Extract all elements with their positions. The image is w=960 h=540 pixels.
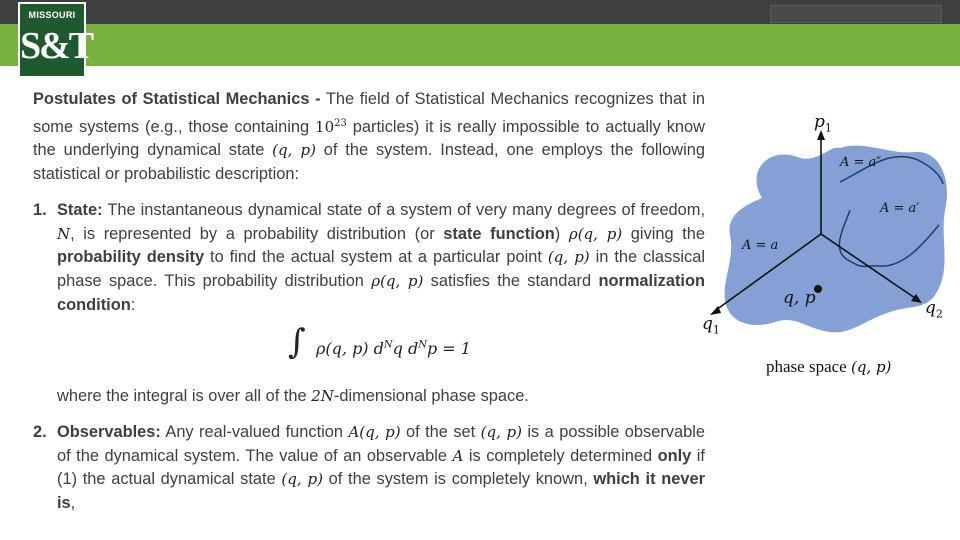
obs-text-2: of the set bbox=[400, 423, 481, 442]
state-text-1: The instantaneous dynamical state of a system of very many degrees of freedom, bbox=[102, 200, 705, 219]
equation-body bbox=[316, 339, 471, 358]
label-q2-main: q bbox=[925, 298, 936, 318]
item-number: 2. bbox=[33, 423, 47, 442]
label-p1 bbox=[814, 112, 832, 134]
normalization-term: normalization condition bbox=[57, 271, 705, 314]
state-title: State: bbox=[57, 200, 103, 219]
label-q2 bbox=[925, 298, 943, 320]
obs-text-6: of the system is completely known, bbox=[322, 470, 594, 489]
math-qp: (q, p) bbox=[272, 141, 316, 160]
postulate-state bbox=[33, 199, 705, 318]
window-corner-box bbox=[770, 5, 942, 23]
obs-text-4: is completely determined bbox=[463, 446, 658, 465]
eq-exp-2: N bbox=[418, 339, 427, 351]
particle-count bbox=[315, 118, 347, 136]
phase-space-svg bbox=[690, 100, 955, 390]
label-A-a-prime: A = a′ bbox=[880, 201, 920, 216]
intro-heading: Postulates of Statistical Mechanics - bbox=[33, 90, 321, 108]
label-q1 bbox=[702, 314, 720, 336]
eq-part-3: p = 1 bbox=[426, 339, 471, 358]
obs-text-3: is a possible observable of the dynamical system. The value of an observable bbox=[57, 423, 705, 465]
postulate-observables bbox=[33, 421, 705, 516]
state-function-term: state function bbox=[443, 224, 555, 243]
math-Aqp: A(q, p) bbox=[348, 423, 401, 442]
label-A-a: A = a bbox=[742, 238, 779, 253]
probability-density-term: probability density bbox=[57, 248, 205, 267]
label-A-a-double-prime: A = a″ bbox=[840, 155, 882, 170]
state-text-5: to find the actual system at a particular point bbox=[204, 248, 548, 267]
math-A: A bbox=[452, 446, 464, 465]
only-term: only bbox=[657, 446, 692, 465]
label-p1-main: p bbox=[814, 112, 825, 132]
obs-text-5: if (1) the actual dynamical state bbox=[57, 446, 705, 489]
math-2N: 2N bbox=[311, 387, 334, 406]
math-qp: (q, p) bbox=[547, 248, 590, 267]
math-qp: (q, p) bbox=[281, 470, 323, 489]
item-number: 1. bbox=[33, 200, 47, 219]
university-logo bbox=[18, 2, 93, 78]
eq-exp-1: N bbox=[383, 339, 393, 351]
intro-paragraph bbox=[33, 88, 705, 187]
intro-text-1: The field of Statistical Mechanics recognizes that in some systems (e.g., those containing bbox=[33, 90, 705, 136]
particle-base: 10 bbox=[315, 117, 335, 136]
caption-math: (q, p) bbox=[850, 358, 892, 376]
math-qp: (q, p) bbox=[480, 423, 522, 442]
label-q2-sub: 2 bbox=[935, 307, 943, 321]
math-N: N bbox=[57, 224, 71, 243]
label-q1-main: q bbox=[702, 314, 713, 334]
state-text-8: : bbox=[130, 295, 136, 314]
label-q1-sub: 1 bbox=[712, 323, 720, 337]
eq-part-1: ρ(q, p) d bbox=[316, 339, 384, 358]
phase-space-caption bbox=[766, 357, 891, 377]
where-text-2: -dimensional phase space. bbox=[333, 387, 529, 406]
state-text-7: satisfies the standard bbox=[423, 271, 599, 290]
math-rho: ρ(q, p) bbox=[371, 271, 424, 290]
normalization-equation bbox=[288, 322, 488, 370]
slide-text bbox=[33, 88, 705, 516]
label-point-qp: q, p bbox=[783, 288, 816, 308]
phase-space-diagram bbox=[690, 100, 955, 390]
intro-text-3: of the system. Instead, one employs the following statistical or probabilistic description: bbox=[33, 141, 705, 184]
state-text-6: in the classical phase space. This probability distribution bbox=[57, 248, 705, 290]
where-line bbox=[33, 385, 705, 409]
state-text-3: ) bbox=[554, 224, 569, 243]
integral-sign: ∫ bbox=[288, 322, 306, 362]
logo-top-text: MISSOURI bbox=[28, 10, 76, 20]
observables-title: Observables: bbox=[57, 423, 161, 442]
top-green-bar bbox=[0, 24, 960, 66]
intro-text-2: particles) it is really impossible to actually know the underlying dynamical state bbox=[33, 117, 705, 160]
math-rho: ρ(q, p) bbox=[568, 224, 623, 243]
caption-text: phase space bbox=[766, 357, 851, 376]
state-text-4: giving the bbox=[622, 224, 706, 243]
obs-text-1: Any real-valued function bbox=[160, 423, 349, 442]
state-text-2: , is represented by a probability distribution (or bbox=[70, 224, 444, 243]
particle-exponent: 23 bbox=[334, 117, 347, 129]
logo-main-text: S&T bbox=[20, 25, 93, 67]
never-term: which it never is bbox=[57, 470, 705, 513]
eq-part-2: q d bbox=[392, 339, 419, 358]
label-p1-sub: 1 bbox=[824, 121, 832, 135]
where-text-1: where the integral is over all of the bbox=[57, 387, 312, 406]
obs-text-7: , bbox=[70, 494, 76, 513]
